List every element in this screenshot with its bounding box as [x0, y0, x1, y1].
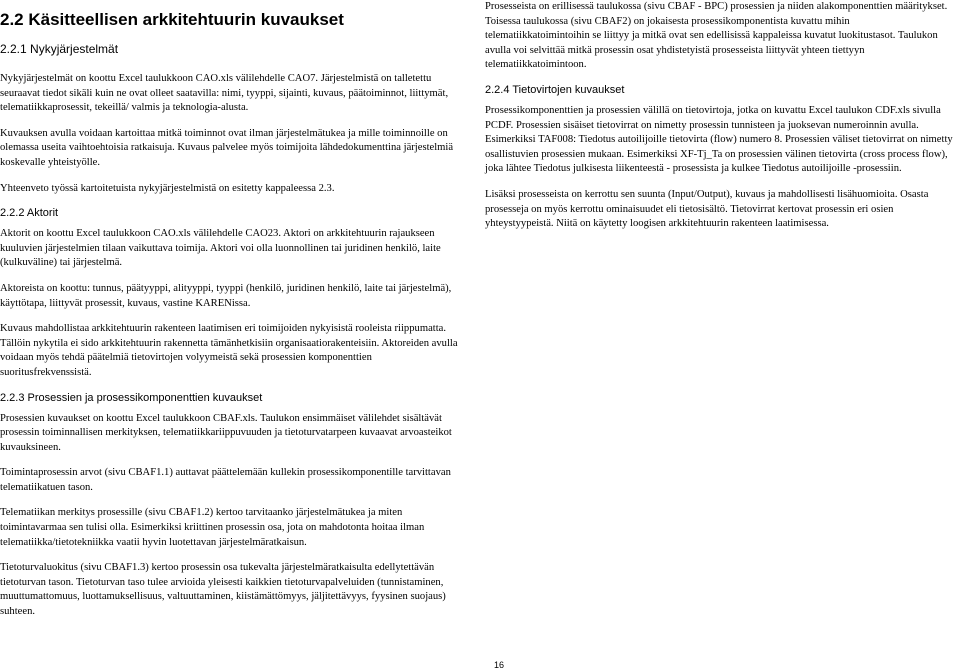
- paragraph: Prosessien kuvaukset on koottu Excel taulukkoon CBAF.xls. Taulukon ensimmäiset välilehdet sisältävät prosessin toiminnallisen merkityksen, telematiikkariippuvuuden ja tietoturvatarpeen kuvaavat arvoasteikot kuvauksineen.: [0, 412, 452, 453]
- paragraph: Telematiikan merkitys prosessille (sivu CBAF1.2) kertoo tarvitaanko järjestelmätukea ja miten toimintavarmaa sen tulisi olla. Esimerkiksi kriittinen prosessin osa, jota on mahdotonta hoitaa ilman telematiikka/tietotekniikka vaatii hyvin luotettavan järjestelmäratkaisun.: [0, 507, 425, 548]
- subsection-heading-aktorit: 2.2.2 Aktorit: [0, 207, 59, 220]
- paragraph: Kuvauksen avulla voidaan kartoittaa mitkä toiminnot ovat ilman järjestelmätukea ja mille toiminnoille on olemassa useita vaihtoehtoisia ratkaisuja. Kuvaus palvelee myös toimijoita lähdedokumenttina järjestelmiä koskevalle yhteistyölle.: [0, 127, 454, 168]
- paragraph: Yhteenveto työssä kartoitetuista nykyjärjestelmistä on esitetty kappaleessa 2.3.: [0, 182, 335, 194]
- left-column: [0, 0, 460, 631]
- section-title: 2.2 Käsitteellisen arkkitehtuurin kuvaukset: [0, 10, 344, 29]
- page-number: 16: [494, 660, 505, 670]
- subsection-heading-nykyjarjestelmat: 2.2.1 Nykyjärjestelmät: [0, 42, 119, 56]
- paragraph: Lisäksi prosesseista on kerrottu sen suunta (Input/Output), kuvaus ja mahdollisesti lisähuomioita. Osasta prosesseja on myös kerrottu ominaisuudet eli tietosisältö. Tietovirrat kertovat prosessin eri osien yhteystyypeistä. Niitä on käytetty loogisen arkkitehtuurin rakenteen laatimisessa.: [485, 188, 929, 230]
- subsection-heading-tietovirrat: 2.2.4 Tietovirtojen kuvaukset: [485, 83, 625, 96]
- paragraph: Kuvaus mahdollistaa arkkitehtuurin rakenteen laatimisen eri toimijoiden nykyisistä rooleista riippumatta. Tällöin nykytila ei sido arkkitehtuurin rakennetta tämänhetkisiin organisaatiorakenteisiin. Aktoreiden avulla voidaan myös tehdä päätelmiä tietovirtojen volyymeistä sekä prosessien komponenttien suoritusfrekvenssistä.: [0, 323, 458, 378]
- paragraph: Prosesseista on erillisessä taulukossa (sivu CBAF - BPC) prosessien ja niiden alakomponenttien määritykset. Toisessa taulukossa (sivu CBAF2) on jokaisesta prosessikomponentista kuvattu mihin telematiikkatoimintoihin se liittyy ja mitkä ovat sen edellisissä kappaleissa kuvatut luokitustasot. Taulukon avulla voi selvittää mitkä prosessin osat yhdistetyistä prosesseista liittyvät yhteen tiettyyn telematiikkatoimintoon.: [485, 1, 948, 71]
- paragraph: Aktoreista on koottu: tunnus, päätyyppi, alityyppi, tyyppi (henkilö, juridinen henkilö, laite tai järjestelmä), käyttötapa, liittyvät prosessit, kuvaus, vastine KARENissa.: [0, 282, 452, 309]
- paragraph: Prosessikomponenttien ja prosessien välillä on tietovirtoja, jotka on kuvattu Excel taulukon CDF.xls sivulla PCDF. Prosessien sisäiset tietovirrat on nimetty prosessin tunnisteen ja juoksevan numeroinnin avulla. Esimerkiksi TAF008: Tiedotus autoilijoille tietovirta (flow) numero 8. Prosessien väliset tietovirrat on nimetty osallistuvien prosessien mukaan. Esimerkiksi XF-Tj_Ta on prosessien välinen tietovirta (cross process flow), joka lähtee Tiedotus julkisesta liikenteestä - prosessista ja kulkee Tiedotus autoilijoille -prosessiin.: [485, 104, 953, 175]
- subsection-heading-prosessit: 2.2.3 Prosessien ja prosessikomponenttien kuvaukset: [0, 391, 263, 404]
- paragraph: Aktorit on koottu Excel taulukkoon CAO.xls välilehdelle CAO23. Aktori on arkkitehtuurin rajaukseen kuuluvien järjestelmien tilaan vaikuttava toimija. Aktori voi olla luonnollinen tai juridinen henkilö, laite (kulkuväline) tai järjestelmä.: [0, 228, 441, 269]
- paragraph: Nykyjärjestelmät on koottu Excel taulukkoon CAO.xls välilehdelle CAO7. Järjestelmistä on talletettu seuraavat tiedot sikäli kuin ne ovat olleet saatavilla: nimi, tyyppi, sijainti, kuvaus, päätoiminnot, liittymät, telematiikkaprosessit, tekeillä/ valmis ja teknologia-alusta.: [0, 73, 449, 114]
- paragraph: Tietoturvaluokitus (sivu CBAF1.3) kertoo prosessin osa tukevalta järjestelmäratkaisulta edellytettävän tietoturvan tason. Tietoturvan taso tulee arvioida yleisesti kaikkien tietoturvapalveluiden (tunnistaminen, muuttumattomuus, luottamuksellisuus, valtuuttaminen, kiistämättömyys, jäljitettävyys, fyysinen suojaus) suhteen.: [0, 562, 446, 618]
- right-column: [485, 0, 955, 243]
- paragraph: Toimintaprosessin arvot (sivu CBAF1.1) auttavat päättelemään kullekin prosessikomponentille tarvittavan telematiikatuen tason.: [0, 467, 451, 493]
